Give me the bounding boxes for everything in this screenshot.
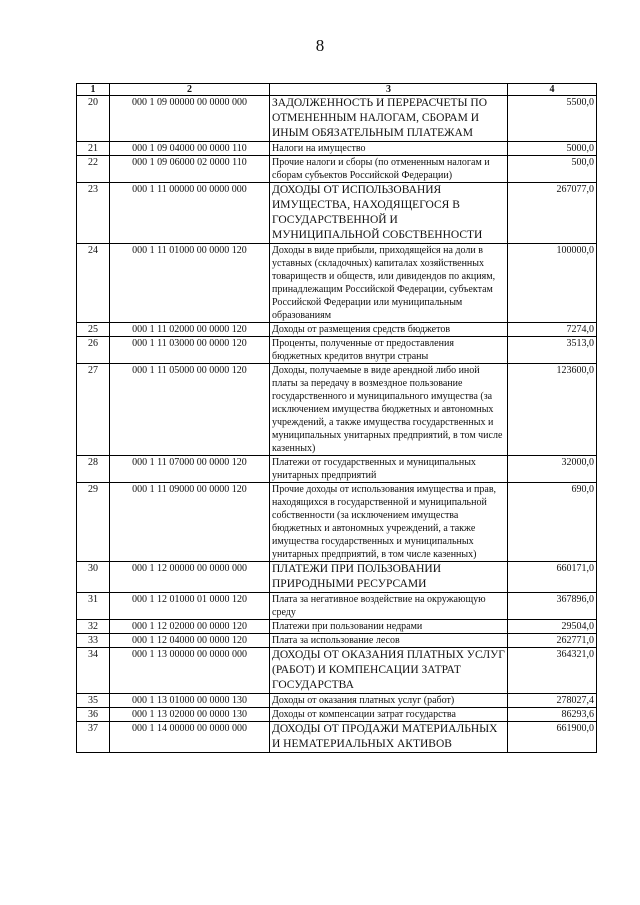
amount-cell: 367896,0 xyxy=(508,593,597,620)
revenue-name-cell: ДОХОДЫ ОТ ИСПОЛЬЗОВАНИЯ ИМУЩЕСТВА, НАХОДЯЩЕГОСЯ В ГОСУДАРСТВЕННОЙ И МУНИЦИПАЛЬНОЙ СОБСТВЕННОСТИ xyxy=(270,183,508,244)
row-number-cell: 32 xyxy=(77,620,110,634)
budget-code-cell: 000 1 11 07000 00 0000 120 xyxy=(110,456,270,483)
revenue-name-cell: ДОХОДЫ ОТ ПРОДАЖИ МАТЕРИАЛЬНЫХ И НЕМАТЕРИАЛЬНЫХ АКТИВОВ xyxy=(270,722,508,753)
amount-cell: 123600,0 xyxy=(508,364,597,456)
table-row xyxy=(77,244,597,323)
budget-code-cell: 000 1 09 04000 00 0000 110 xyxy=(110,142,270,156)
revenue-name-cell: ДОХОДЫ ОТ ОКАЗАНИЯ ПЛАТНЫХ УСЛУГ (РАБОТ) И КОМПЕНСАЦИИ ЗАТРАТ ГОСУДАРСТВА xyxy=(270,648,508,694)
table-row xyxy=(77,620,597,634)
revenue-name-cell: Платежи от государственных и муниципальных унитарных предприятий xyxy=(270,456,508,483)
revenue-name-cell: Прочие доходы от использования имущества и прав, находящихся в государственной и муниципальной собственности (за исключением имущества бюджетных и автономных учреждений, а также имущества государственных и муниципальных унитарных предприятий, в том числе казенных) xyxy=(270,483,508,562)
table-row xyxy=(77,156,597,183)
revenue-name-cell: Проценты, полученные от предоставления бюджетных кредитов внутри страны xyxy=(270,337,508,364)
column-header-1: 1 xyxy=(77,84,110,96)
revenue-name-cell: Платежи при пользовании недрами xyxy=(270,620,508,634)
revenue-name-cell: Доходы от размещения средств бюджетов xyxy=(270,323,508,337)
row-number-cell: 35 xyxy=(77,694,110,708)
row-number-cell: 28 xyxy=(77,456,110,483)
table-row xyxy=(77,364,597,456)
amount-cell: 5500,0 xyxy=(508,96,597,142)
table-row xyxy=(77,593,597,620)
table-row xyxy=(77,708,597,722)
budget-code-cell: 000 1 11 01000 00 0000 120 xyxy=(110,244,270,323)
amount-cell: 29504,0 xyxy=(508,620,597,634)
amount-cell: 661900,0 xyxy=(508,722,597,753)
row-number-cell: 20 xyxy=(77,96,110,142)
table-body xyxy=(77,96,597,753)
revenue-name-cell: ПЛАТЕЖИ ПРИ ПОЛЬЗОВАНИИ ПРИРОДНЫМИ РЕСУРСАМИ xyxy=(270,562,508,593)
table-row xyxy=(77,96,597,142)
revenue-name-cell: Плата за негативное воздействие на окружающую среду xyxy=(270,593,508,620)
budget-code-cell: 000 1 11 09000 00 0000 120 xyxy=(110,483,270,562)
row-number-cell: 23 xyxy=(77,183,110,244)
amount-cell: 3513,0 xyxy=(508,337,597,364)
table-row xyxy=(77,483,597,562)
amount-cell: 364321,0 xyxy=(508,648,597,694)
budget-code-cell: 000 1 11 02000 00 0000 120 xyxy=(110,323,270,337)
budget-code-cell: 000 1 13 02000 00 0000 130 xyxy=(110,708,270,722)
revenue-name-cell: ЗАДОЛЖЕННОСТЬ И ПЕРЕРАСЧЕТЫ ПО ОТМЕНЕННЫМ НАЛОГАМ, СБОРАМ И ИНЫМ ОБЯЗАТЕЛЬНЫМ ПЛАТЕЖАМ xyxy=(270,96,508,142)
amount-cell: 7274,0 xyxy=(508,323,597,337)
budget-code-cell: 000 1 11 03000 00 0000 120 xyxy=(110,337,270,364)
amount-cell: 500,0 xyxy=(508,156,597,183)
row-number-cell: 29 xyxy=(77,483,110,562)
budget-code-cell: 000 1 11 00000 00 0000 000 xyxy=(110,183,270,244)
table-row xyxy=(77,722,597,753)
budget-code-cell: 000 1 12 04000 00 0000 120 xyxy=(110,634,270,648)
budget-code-cell: 000 1 12 01000 01 0000 120 xyxy=(110,593,270,620)
budget-code-cell: 000 1 12 02000 00 0000 120 xyxy=(110,620,270,634)
table-row xyxy=(77,648,597,694)
budget-code-cell: 000 1 11 05000 00 0000 120 xyxy=(110,364,270,456)
row-number-cell: 33 xyxy=(77,634,110,648)
row-number-cell: 36 xyxy=(77,708,110,722)
table-row xyxy=(77,142,597,156)
page-number: 8 xyxy=(315,36,325,55)
revenue-name-cell: Прочие налоги и сборы (по отмененным налогам и сборам субъектов Российской Федерации) xyxy=(270,156,508,183)
amount-cell: 262771,0 xyxy=(508,634,597,648)
revenue-name-cell: Доходы в виде прибыли, приходящейся на доли в уставных (складочных) капиталах хозяйственных товариществ и обществ, или дивидендов по акциям, принадлежащим Российской Федерации, субъектам Российской Федерации или муниципальным образованиям xyxy=(270,244,508,323)
row-number-cell: 21 xyxy=(77,142,110,156)
amount-cell: 100000,0 xyxy=(508,244,597,323)
column-header-3: 3 xyxy=(270,84,508,96)
row-number-cell: 34 xyxy=(77,648,110,694)
revenue-name-cell: Налоги на имущество xyxy=(270,142,508,156)
budget-code-cell: 000 1 09 00000 00 0000 000 xyxy=(110,96,270,142)
column-header-4: 4 xyxy=(508,84,597,96)
budget-code-cell: 000 1 14 00000 00 0000 000 xyxy=(110,722,270,753)
table-row xyxy=(77,562,597,593)
table-row xyxy=(77,634,597,648)
amount-cell: 278027,4 xyxy=(508,694,597,708)
revenue-name-cell: Доходы от оказания платных услуг (работ) xyxy=(270,694,508,708)
amount-cell: 86293,6 xyxy=(508,708,597,722)
amount-cell: 5000,0 xyxy=(508,142,597,156)
row-number-cell: 25 xyxy=(77,323,110,337)
table-row xyxy=(77,456,597,483)
budget-code-cell: 000 1 12 00000 00 0000 000 xyxy=(110,562,270,593)
table-row xyxy=(77,323,597,337)
budget-code-cell: 000 1 13 00000 00 0000 000 xyxy=(110,648,270,694)
revenue-name-cell: Плата за использование лесов xyxy=(270,634,508,648)
amount-cell: 690,0 xyxy=(508,483,597,562)
row-number-cell: 31 xyxy=(77,593,110,620)
table-row xyxy=(77,183,597,244)
budget-code-cell: 000 1 13 01000 00 0000 130 xyxy=(110,694,270,708)
revenue-table xyxy=(76,83,597,753)
row-number-cell: 22 xyxy=(77,156,110,183)
table-header-row xyxy=(77,84,597,96)
table-row xyxy=(77,694,597,708)
amount-cell: 267077,0 xyxy=(508,183,597,244)
row-number-cell: 27 xyxy=(77,364,110,456)
row-number-cell: 37 xyxy=(77,722,110,753)
column-header-2: 2 xyxy=(110,84,270,96)
row-number-cell: 26 xyxy=(77,337,110,364)
row-number-cell: 24 xyxy=(77,244,110,323)
amount-cell: 32000,0 xyxy=(508,456,597,483)
revenue-name-cell: Доходы, получаемые в виде арендной либо иной платы за передачу в возмездное пользование государственного и муниципального имущества (за исключением имущества бюджетных и автономных учреждений, а также имущества государственных и муниципальных унитарных предприятий, в том числе казенных) xyxy=(270,364,508,456)
table-row xyxy=(77,337,597,364)
revenue-name-cell: Доходы от компенсации затрат государства xyxy=(270,708,508,722)
amount-cell: 660171,0 xyxy=(508,562,597,593)
budget-code-cell: 000 1 09 06000 02 0000 110 xyxy=(110,156,270,183)
row-number-cell: 30 xyxy=(77,562,110,593)
